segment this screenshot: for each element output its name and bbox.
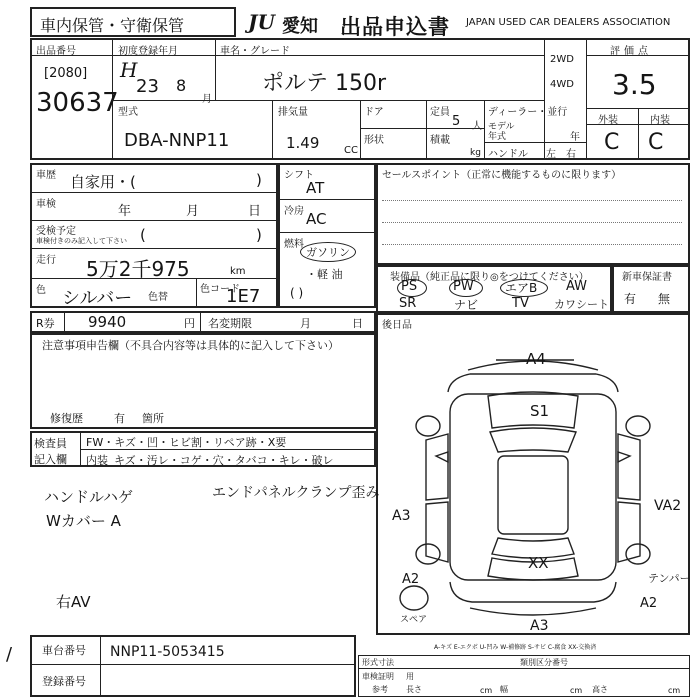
registration-month: 8 xyxy=(176,76,187,95)
ju-logo-mark: JU xyxy=(248,10,275,34)
displacement-label: 排気量 xyxy=(278,107,308,118)
rating-label: 評価点 xyxy=(610,46,652,57)
inspector-row-2: キズ・汚レ・コゲ・穴・タバコ・キレ・破レ xyxy=(114,454,334,467)
color-value: シルバー xyxy=(62,288,133,309)
notes-label: 注意事項申告欄（不具合内容等は具体的に記入して下さい） xyxy=(42,339,339,352)
handle-right: 右 xyxy=(566,149,576,160)
name-change-label: 名変期限 xyxy=(208,317,252,330)
width-unit: cm xyxy=(570,686,583,695)
equip-aw: AW xyxy=(566,279,588,294)
note-right-av: 右AV xyxy=(56,593,91,611)
damage-a2-left: A2 xyxy=(402,572,420,587)
mileage-value: 5万2千975 xyxy=(86,257,190,281)
recycle-unit: 円 xyxy=(184,317,195,330)
history-value: 自家用・( xyxy=(70,173,136,191)
history-label: 車歴 xyxy=(36,170,56,181)
capacity-value: 5 xyxy=(452,114,461,129)
damage-legend: A-キズ E-エクボ U-凹み W-補修跡 S-サビ C-腐食 XX-交換済 xyxy=(434,644,597,651)
warranty-none: 無 xyxy=(658,292,671,306)
dealer-model: モデル xyxy=(488,122,515,132)
registration-year: 23 xyxy=(136,76,159,97)
inspection-year-unit: 年 xyxy=(118,204,132,219)
interior-grade: C xyxy=(648,130,664,155)
storage-stamp xyxy=(30,7,236,37)
repair-label: 修復歴 xyxy=(50,412,83,425)
note-handle-wear: ハンドルハゲ xyxy=(44,488,133,506)
acceptance-note: 車検付きのみ記入して下さい xyxy=(36,237,127,245)
fuel-paren: ( ) xyxy=(290,286,304,300)
color-code: 1E7 xyxy=(226,286,261,307)
entry-number-label: 出品番号 xyxy=(36,46,76,57)
rear-seat-label: 後日品 xyxy=(382,320,412,331)
no-label-2: 用 xyxy=(406,672,414,681)
form-title: 出品申込書 xyxy=(340,15,450,39)
fuel-label: 燃料 xyxy=(284,239,304,250)
inspection-day-unit: 日 xyxy=(248,204,262,219)
dims-label: 形式寸法 xyxy=(362,658,394,667)
equip-leather: カワシート xyxy=(554,298,609,311)
car-name-value: ポルテ 150r xyxy=(262,71,387,96)
car-condition-diagram xyxy=(378,330,688,632)
shift-label: シフト xyxy=(284,170,314,181)
door-label: ドア xyxy=(364,107,384,118)
no-label: 車検証明 xyxy=(362,672,394,681)
entry-lot-number: 30637 xyxy=(36,88,119,118)
damage-xx: XX xyxy=(528,554,549,572)
color-label: 色 xyxy=(36,285,46,296)
ju-logo-org: 愛知 xyxy=(282,16,318,37)
form-title-en: JAPAN USED CAR DEALERS ASSOCIATION xyxy=(466,17,671,28)
capacity-unit: 人 xyxy=(472,121,482,132)
inspector-label-2: 記入欄 xyxy=(34,453,67,466)
acceptance-label: 受検予定 xyxy=(36,226,76,237)
exterior-label: 外装 xyxy=(598,115,618,126)
aircon-value: AC xyxy=(306,210,327,228)
dims-label-2: 類別区分番号 xyxy=(520,658,568,667)
length-label: 長さ xyxy=(406,685,422,694)
chassis-value: NNP11-5053415 xyxy=(110,644,225,660)
dealer-year-unit: 年 xyxy=(570,132,580,143)
fuel-gasoline: ガソリン xyxy=(306,246,350,259)
height-unit: cm xyxy=(668,686,681,695)
length-unit: cm xyxy=(480,686,493,695)
equipment-label: 装備品（純正品に限り◎をつけてください） xyxy=(390,272,589,283)
dealer-year: 年式 xyxy=(488,132,507,142)
damage-s1: S1 xyxy=(530,402,550,420)
chassis-label: 車台番号 xyxy=(42,644,86,657)
displacement-value: 1.49 xyxy=(286,134,320,152)
equip-navi: ナビ xyxy=(454,298,479,312)
margin-tick: / xyxy=(6,644,13,665)
drive-4wd: 4WD xyxy=(550,79,574,90)
height-label: 高さ xyxy=(592,685,608,694)
reg-number-label: 登録番号 xyxy=(42,675,86,688)
rating-value: 3.5 xyxy=(612,68,657,101)
damage-a3-left: A3 xyxy=(392,508,411,524)
recycle-value: 9940 xyxy=(88,313,127,331)
model-label: 型式 xyxy=(118,107,138,118)
repair-place: 箇所 xyxy=(142,412,164,425)
warranty-has: 有 xyxy=(624,292,637,306)
equip-sr: SR xyxy=(399,296,417,311)
inspection-month-unit: 月 xyxy=(186,204,200,219)
note-w-cover: Wカバー A xyxy=(46,512,121,530)
shift-value: AT xyxy=(306,179,325,197)
dealer-label: ディーラー・並行 xyxy=(488,107,568,118)
acceptance-close: ) xyxy=(256,226,262,244)
load-unit: kg xyxy=(470,148,481,158)
shape-label: 形状 xyxy=(364,135,384,146)
equip-ps: PS xyxy=(401,279,418,294)
registration-month-unit: 月 xyxy=(202,94,212,105)
damage-a3-bottom: A3 xyxy=(530,618,549,634)
handle-label: ハンドル xyxy=(488,149,528,160)
damage-temper: テンパー xyxy=(648,572,691,585)
repair-has: 有 xyxy=(114,412,125,425)
fuel-diesel: ・軽 油 xyxy=(306,268,343,281)
handle-left: 左 xyxy=(546,149,556,160)
name-change-month: 月 xyxy=(300,317,311,330)
name-change-day: 日 xyxy=(352,317,363,330)
damage-va2-right: VA2 xyxy=(654,498,682,514)
warranty-label: 新車保証書 xyxy=(622,272,672,283)
inspection-label: 車検 xyxy=(36,199,56,210)
equip-airbag: エアB xyxy=(505,281,538,295)
car-name-label: 車名・グレード xyxy=(220,46,290,57)
capacity-label: 定員 xyxy=(430,107,450,118)
ref-label: 参考 xyxy=(372,685,388,694)
damage-a2-right: A2 xyxy=(640,596,658,611)
drive-2wd: 2WD xyxy=(550,54,574,65)
mileage-label: 走行 xyxy=(36,255,56,266)
note-end-panel: エンドパネルクランプ歪み xyxy=(212,485,380,501)
equip-pw: PW xyxy=(453,279,474,294)
spare-label: スペア xyxy=(400,615,428,625)
sales-points-label: セールスポイント（正常に機能するものに限ります） xyxy=(382,170,622,181)
inspector-row-1: FW・キズ・凹・ヒビ割・リペア跡・X要 xyxy=(86,436,287,449)
registration-era: H xyxy=(120,58,138,82)
inspector-row-2-prefix: 内装 xyxy=(86,454,108,467)
inspector-label-1: 検査員 xyxy=(34,437,67,450)
width-label: 幅 xyxy=(500,685,508,694)
exterior-grade: C xyxy=(604,130,620,155)
aircon-label: 冷房 xyxy=(284,206,304,217)
recycle-label: R券 xyxy=(36,317,55,330)
registration-label: 初度登録年月 xyxy=(118,46,178,57)
displacement-unit: CC xyxy=(344,145,358,156)
equip-tv: TV xyxy=(512,296,529,311)
damage-a4: A4 xyxy=(526,350,546,368)
storage-stamp-text: 車内保管・守衛保管 xyxy=(40,16,185,35)
mileage-unit: km xyxy=(230,266,246,277)
color-code-label: 色コード xyxy=(200,284,240,295)
color-change-label: 色替 xyxy=(148,292,168,303)
recycle-block xyxy=(30,311,376,333)
interior-label: 内装 xyxy=(650,115,670,126)
model-value: DBA-NNP11 xyxy=(124,130,230,151)
acceptance-open: ( xyxy=(140,226,146,244)
history-close: ) xyxy=(256,171,262,189)
entry-lot-small: [2080] xyxy=(44,66,88,81)
load-label: 積載 xyxy=(430,135,450,146)
